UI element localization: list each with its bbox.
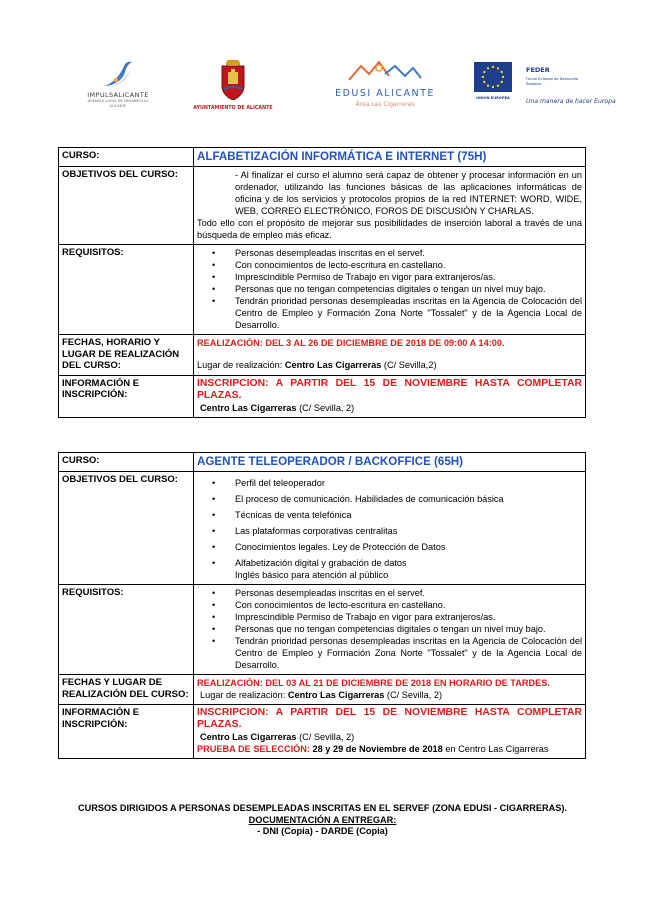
lugar-text [197,689,582,701]
list-item: • Técnicas de venta telefónica [235,509,582,521]
inscripcion-text: INSCRIPCION: A PARTIR DEL 15 DE NOVIEMBRE HASTA COMPLETAR PLAZAS. [197,377,582,401]
list-item: • Con conocimientos de lecto-escritura en castellano. [235,259,582,271]
fechas-label: FECHAS Y LUGAR DE REALIZACIÓN DEL CURSO: [59,675,194,705]
realizacion-text: REALIZACIÓN: DEL 3 AL 26 DE DICIEMBRE DE 2018 DE 09:00 A 14:00. [197,338,505,348]
fechas-row [59,335,586,376]
prueba-label: PRUEBA DE SELECCIÓN: [197,744,310,754]
objetivos-label: OBJETIVOS DEL CURSO: [59,472,194,585]
footer-line-3: - DNI (Copia) - DARDE (Copia) [257,826,388,836]
objetivos-label: OBJETIVOS DEL CURSO: [59,167,194,245]
ayuntamiento-logo [188,60,278,111]
info-label: INFORMACIÓN E INSCRIPCIÓN: [59,705,194,759]
objetivos-cell [194,167,586,245]
lugar-addr: (C/ Sevilla, 2) [384,690,443,700]
requisitos-cell [194,245,586,335]
course-title: AGENTE TELEOPERADOR / BACKOFFICE (65H) [197,455,464,468]
course-row [59,453,586,472]
requisitos-row [59,585,586,675]
footer-line-2: DOCUMENTACIÓN A ENTREGAR: [248,814,397,825]
course-title: ALFABETIZACIÓN INFORMÁTICA E INTERNET (75H) [197,150,487,163]
fechas-row [59,675,586,705]
realizacion-text: REALIZACIÓN: DEL 03 AL 21 DE DICIEMBRE DE 2018 EN HORARIO DE TARDES. [197,678,550,688]
list-item: • Conocimientos legales. Ley de Protección de Datos [235,541,582,553]
prueba-text [197,743,582,755]
course-title-cell [194,453,586,472]
impuls-sub2: ALICANTE [109,104,127,108]
course-row [59,148,586,167]
list-item: • Alfabetización digital y grabación de datos [235,557,582,569]
list-item: • Personas que no tengan competencias digitales o tengan un nivel muy bajo. [235,623,582,635]
footer [0,803,645,838]
lugar-name: Centro Las Cigarreras [284,360,382,370]
list-item: • Imprescindible Permiso de Trabajo en vigor para extranjeros/as. [235,271,582,283]
ayuntamiento-name: AYUNTAMIENTO DE ALICANTE [193,106,273,111]
info-cell [194,375,586,417]
requisitos-list [197,247,582,331]
centro-name: Centro Las Cigarreras [200,402,297,413]
feder-sub: Fondo Europeo de Desarrollo Regional [526,77,578,86]
footer-line-1: CURSOS DIRIGIDOS A PERSONAS DESEMPLEADAS INSCRITAS EN EL SERVEF (ZONA EDUSI - CIGARRERAS). [77,803,568,813]
lugar-prefix: Lugar de realización: [197,360,285,370]
list-item: • Personas que no tengan competencias digitales o tengan un nivel muy bajo. [235,283,582,295]
list-item: • Tendrán prioridad personas desempleadas inscritas en la Agencia de Colocación del Centro de Empleo y Formación Zona Norte "Tossalet" y de la Agencia Local de Desarrollo. [235,635,582,671]
centro-addr: (C/ Sevilla, 2) [296,732,355,742]
edusi-mountain-icon [345,60,425,82]
header-logos [0,0,645,140]
fechas-cell [194,335,586,376]
eu-flag-icon [474,62,512,92]
objetivos-text: - Al finalizar el curso el alumno será capaz de obtener y procesar información en un ordenador, utilizando las funciones básicas de las aplicaciones informáticas de oficina y de los servicios y protocolos propios de la red INTERNET: WORD, WIDE, WEB, CORREO ELECTRÓNICO, FOROS DE DISCUSIÓN Y CHARLAS. [235,170,582,216]
centro-name: Centro Las Cigarreras [200,732,297,742]
impuls-name: IMPULSALICANTE [87,91,149,99]
impuls-sub1: AGENCIA LOCAL DE DESARROLLO [87,99,149,103]
list-item: • Tendrán prioridad personas desempleadas inscritas en la Agencia de Colocación del Centro de Empleo y Formación Zona Norte "Tossalet" y de la Agencia Local de Desarrollo. [235,295,582,331]
objetivos-extra: Inglés básico para atención al público [235,570,389,580]
list-item: • Imprescindible Permiso de Trabajo en vigor para extranjeros/as. [235,611,582,623]
objetivos-row [59,472,586,585]
objetivos-row [59,167,586,245]
edusi-sub: Área Las Cigarreras [355,101,415,108]
list-item: • El proceso de comunicación. Habilidades de comunicación básica [235,493,582,505]
lugar-text [197,359,582,371]
lugar-prefix: Lugar de realización: [200,690,288,700]
info-row [59,375,586,417]
course-table-1 [58,147,586,418]
info-label: INFORMACIÓN E INSCRIPCIÓN: [59,375,194,417]
requisitos-row [59,245,586,335]
list-item: • Perfil del teleoperador [235,477,582,489]
requisitos-label: REQUISITOS: [59,585,194,675]
impulsalicante-logo [78,58,158,108]
curso-label: CURSO: [59,453,194,472]
requisitos-list [197,587,582,671]
course-title-cell [194,148,586,167]
feder-ue: UNIÓN EUROPEA [476,96,510,100]
requisitos-cell [194,585,586,675]
info-cell [194,705,586,759]
list-item: • Personas desempleadas inscritas en el servef. [235,247,582,259]
impuls-swirl-icon [98,58,138,90]
list-item: • Las plataformas corporativas centralitas [235,525,582,537]
edusi-name: EDUSI ALICANTE [335,88,435,99]
info-row [59,705,586,759]
coat-of-arms-icon [220,60,246,100]
edusi-logo [325,60,445,108]
list-item: • Con conocimientos de lecto-escritura en castellano. [235,599,582,611]
course-table-2 [58,452,586,759]
objetivos-text-2: Todo ello con el propósito de mejorar sus posibilidades de inserción laboral a través de una búsqueda de empleo más eficaz. [197,218,582,240]
prueba-dates: 28 y 29 de Noviembre de 2018 [309,744,443,754]
objetivos-list [197,477,582,569]
lugar-addr: (C/ Sevilla,2) [381,360,437,370]
list-item: • Personas desempleadas inscritas en el servef. [235,587,582,599]
curso-label: CURSO: [59,148,194,167]
fechas-label: FECHAS, HORARIO Y LUGAR DE REALIZACIÓN DEL CURSO: [59,335,194,376]
objetivos-cell [194,472,586,585]
inscripcion-text: INSCRIPCION: A PARTIR DEL 15 DE NOVIEMBRE HASTA COMPLETAR PLAZAS. [197,707,582,730]
prueba-place: en Centro Las Cigarreras [442,744,549,754]
requisitos-label: REQUISITOS: [59,245,194,335]
centro-addr: (C/ Sevilla, 2) [296,402,355,413]
feder-title: FEDER [526,66,550,74]
feder-motto: Una manera de hacer Europa [526,98,616,105]
fechas-cell [194,675,586,705]
lugar-name: Centro Las Cigarreras [287,690,385,700]
